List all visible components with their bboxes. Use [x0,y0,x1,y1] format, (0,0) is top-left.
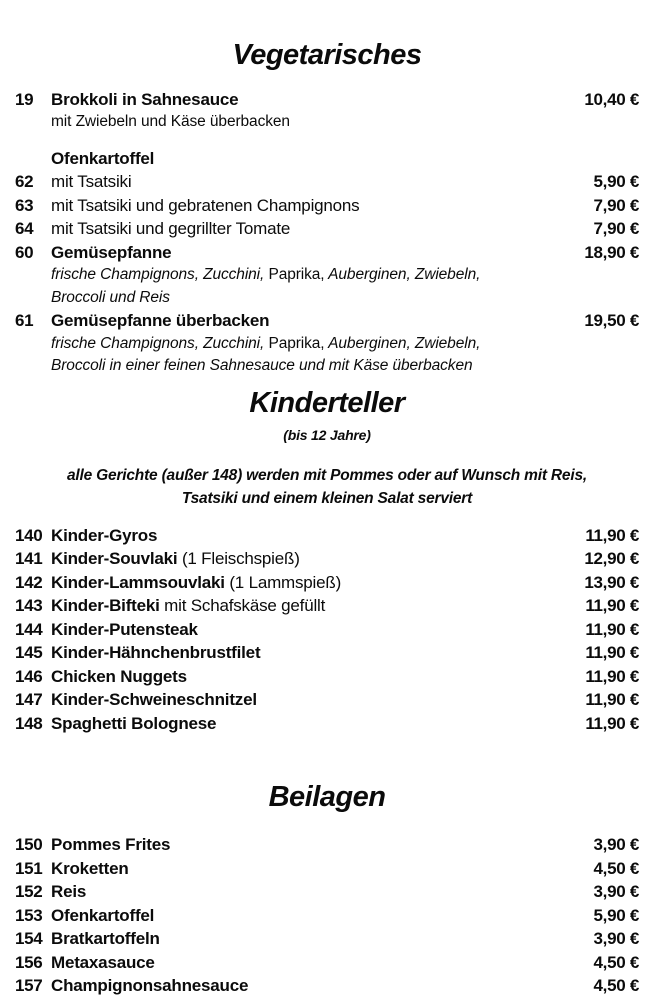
item-price: 11,90 € [585,690,639,710]
item-description-segment: Broccoli in einer feinen Sahnesauce und mit Käse überbacken [51,357,473,375]
item-name-suffix: mit Schafskäse gefüllt [159,596,326,616]
section-note-line: alle Gerichte (außer 148) werden mit Pommes oder auf Wunsch mit Reis, [67,466,587,484]
item-name-main: mit Tsatsiki [51,172,132,192]
item-name-main: Brokkoli in Sahnesauce [51,89,239,109]
item-number: 153 [15,905,43,925]
item-price: 11,90 € [585,619,639,639]
item-number: 148 [15,713,43,733]
menu-item-row [15,170,639,194]
item-price: 5,90 € [593,905,639,925]
menu-item-row [15,665,639,689]
item-name-main: Gemüsepfanne [51,242,172,262]
menu-item-row [15,217,639,241]
item-price: 18,90 € [584,242,639,262]
item-number: 150 [15,835,43,855]
item-name-main: Champignonsahnesauce [51,976,249,996]
item-number: 62 [15,172,34,192]
menu-item-row [15,88,639,112]
item-name [51,309,576,333]
menu-section-vegetarisches [15,40,639,378]
item-name [51,712,577,736]
item-description-line [51,264,639,287]
item-description-segment: Auberginen, Zwiebeln, [324,266,481,284]
item-name [51,241,576,265]
item-price: 7,90 € [593,195,639,215]
item-description-segment: Paprika, [264,334,325,352]
menu-item-row [15,712,639,736]
item-name-main: mit Tsatsiki und gebratenen Champignons [51,195,360,215]
item-name-main: Metaxasauce [51,952,155,972]
item-name [51,688,577,712]
item-price: 11,90 € [585,713,639,733]
item-number: 63 [15,195,34,215]
item-number: 151 [15,858,43,878]
item-number: 141 [15,549,43,569]
item-name [51,904,586,928]
item-price: 11,90 € [585,525,639,545]
item-name [51,641,577,665]
item-name [51,618,577,642]
item-price: 7,90 € [593,219,639,239]
menu-item-row [15,194,639,218]
section-note [15,464,639,510]
item-name [51,833,586,857]
item-name-main: Kinder-Hähnchenbrustfilet [51,643,261,663]
item-name [51,974,586,998]
item-name [51,170,586,194]
item-price: 3,90 € [593,882,639,902]
item-price: 13,90 € [584,572,639,592]
menu-item-row [15,594,639,618]
item-description-segment: frische Champignons, Zucchini, [51,334,265,352]
item-number: 154 [15,929,43,949]
item-name-main: Kinder-Schweineschnitzel [51,690,257,710]
item-price: 3,90 € [593,835,639,855]
item-description-line [51,355,639,378]
menu-item-row [15,241,639,265]
menu-item-row [15,880,639,904]
item-name [51,194,586,218]
item-name [51,594,577,618]
section-note-line: Tsatsiki und einem kleinen Salat serviert [181,489,473,507]
item-name [51,927,586,951]
section-title: Vegetarisches [232,39,422,71]
menu-section-beilagen [15,782,639,997]
menu-item-row [15,571,639,595]
item-name-main: Gemüsepfanne überbacken [51,311,270,331]
item-description-line [51,333,639,356]
item-description-segment: Broccoli und Reis [51,288,170,306]
item-name [51,665,577,689]
item-name-suffix: (1 Lammspieß) [224,572,342,592]
menu-rows [15,524,639,736]
item-number: 60 [15,242,34,262]
item-name [51,547,576,571]
item-number: 142 [15,572,43,592]
item-name [51,857,586,881]
item-number: 61 [15,311,34,331]
item-name-main: Spaghetti Bolognese [51,713,217,733]
item-name [51,88,576,112]
item-price: 5,90 € [593,172,639,192]
item-description-line [51,111,639,134]
item-price: 11,90 € [585,643,639,663]
item-name-suffix: (1 Fleischspieß) [177,549,300,569]
item-name-main: Chicken Nuggets [51,666,187,686]
menu-item-row [15,974,639,998]
item-description-segment: Paprika, [264,266,325,284]
item-number: 145 [15,643,43,663]
item-price: 4,50 € [593,976,639,996]
section-subtitle: (bis 12 Jahre) [283,426,371,443]
item-number: 157 [15,976,43,996]
item-number: 147 [15,690,43,710]
menu-section-kinderteller [15,388,639,735]
item-name [51,880,586,904]
menu-item-row [15,524,639,548]
menu-item-row [15,904,639,928]
item-name-main: Kinder-Putensteak [51,619,198,639]
item-number: 140 [15,525,43,545]
item-price: 19,50 € [584,311,639,331]
item-price: 10,40 € [584,89,639,109]
item-name [51,217,586,241]
menu-item-row [15,618,639,642]
item-price: 4,50 € [593,952,639,972]
menu-item-row [15,547,639,571]
group-header: Ofenkartoffel [51,148,155,168]
item-name-main: Pommes Frites [51,835,171,855]
item-name-main: Kinder-Lammsouvlaki [51,572,225,592]
item-number: 152 [15,882,43,902]
item-number: 146 [15,666,43,686]
item-price: 4,50 € [593,858,639,878]
item-name-main: Bratkartoffeln [51,929,160,949]
item-name-main: Kinder-Souvlaki [51,549,178,569]
item-name-main: Kroketten [51,858,129,878]
menu-item-row [15,833,639,857]
menu-item-row [15,641,639,665]
item-name [51,524,577,548]
item-description-line [51,287,639,310]
item-price: 3,90 € [593,929,639,949]
item-name-main: Ofenkartoffel [51,905,155,925]
menu-item-row [15,857,639,881]
item-description-segment: Auberginen, Zwiebeln, [324,334,481,352]
menu-rows [15,833,639,998]
item-number: 19 [15,89,34,109]
menu-item-row [15,951,639,975]
menu-item-row [15,688,639,712]
item-name-main: Kinder-Gyros [51,525,158,545]
item-name [51,951,586,975]
item-name-main: Kinder-Bifteki [51,596,160,616]
item-number: 156 [15,952,43,972]
item-number: 144 [15,619,43,639]
menu-rows [15,88,639,378]
menu-item-row [15,309,639,333]
section-title: Kinderteller [249,386,405,419]
item-price: 12,90 € [584,549,639,569]
item-description-segment: mit Zwiebeln und Käse überbacken [51,113,290,131]
item-name [51,571,576,595]
item-name-main: Reis [51,882,87,902]
menu-item-row [15,927,639,951]
item-number: 143 [15,596,43,616]
item-description-segment: frische Champignons, Zucchini, [51,266,265,284]
item-number: 64 [15,219,34,239]
item-price: 11,90 € [585,666,639,686]
section-title: Beilagen [268,781,386,814]
item-name-main: mit Tsatsiki und gegrillter Tomate [51,219,291,239]
item-price: 11,90 € [585,596,639,616]
